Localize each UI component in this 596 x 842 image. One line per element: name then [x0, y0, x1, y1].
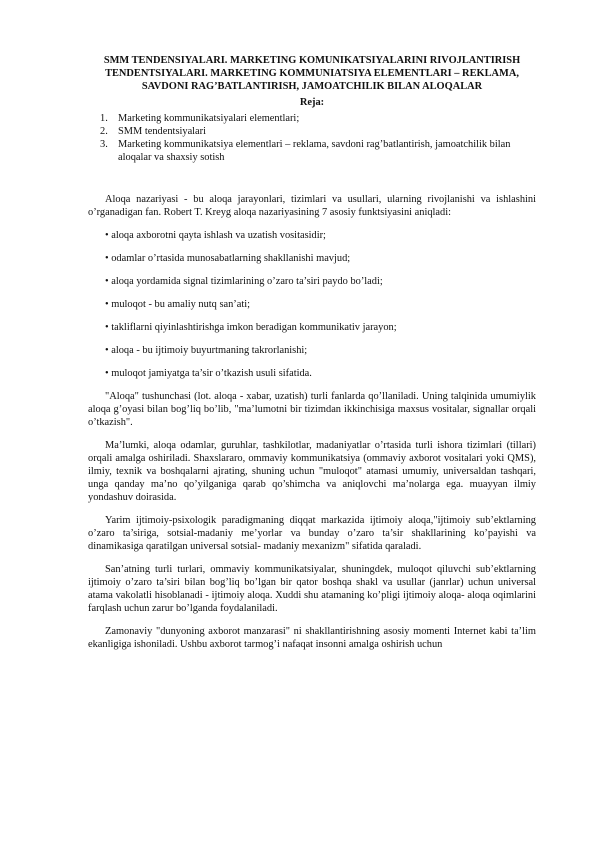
document-page: [88, 54, 536, 661]
plan-item-number: 2.: [100, 126, 108, 137]
plan-item-number: 1.: [100, 113, 108, 124]
function-item: • takliflarni qiyinlashtirishga imkon beradigan kommunikativ jarayon;: [105, 322, 397, 333]
function-item: • odamlar o’rtasida munosabatlarning shakllanishi mavjud;: [105, 253, 351, 264]
function-item: • aloqa axborotni qayta ishlash va uzatish vositasidir;: [105, 230, 326, 241]
plan-item-text: SMM tendentsiyalari: [118, 126, 207, 137]
document-title: SMM TENDENSIYALARI. MARKETING KOMUNIKATSIYALARINI RIVOJLANTIRISH TENDENTSIYALARI. MARKETING KOMMUNIATSIYA ELEMENTLARI – REKLAMA, SAVDONI RAG’BATLANTIRISH, JAMOATCHILIK BILAN ALOQALAR: [103, 55, 521, 92]
function-item: • aloqa - bu ijtimoiy buyurtmaning takrorlanishi;: [105, 345, 308, 356]
body-paragraph: Yarim ijtimoiy-psixologik paradigmaning diqqat markazida ijtimoiy aloqa,"ijtimoiy sub’ektlarning o’zaro ta’siriga, sotsial-madaniy me’yorlar va bunday o’zaro ta’sir shakllarining ko’payishi va dinamikasiga qaratilgan universal sotsial- madaniy mexanizm" sifatida qaraladi.: [88, 515, 536, 552]
function-item: • muloqot jamiyatga ta’sir o’tkazish usuli sifatida.: [105, 368, 312, 379]
plan-item: [88, 125, 536, 138]
plan-item: [88, 138, 536, 164]
body-paragraph: San’atning turli turlari, ommaviy kommunikatsiyalar, shuningdek, muloqot qiluvchi sub’ektlarning ijtimoiy o’zaro ta’siri bilan bog’liq bo’lgan bir qator boshqa shakl va usullar (janrlar) uchun universal atama vakolatli hisoblanadi - ijtimoiy aloqa. Xuddi shu atamaning ko’pligi ijtimoiy aloqa- aloqa oqimlarini farqlash uchun zarur bo’lganda foydalaniladi.: [88, 564, 536, 614]
plan-item-text: Marketing kommunikatsiyalari elementlari;: [118, 113, 300, 124]
plan-item: [88, 112, 536, 125]
plan-item-text: Marketing kommunikatsiya elementlari – reklama, savdoni rag’batlantirish, jamoatchilik bilan aloqalar va shaxsiy sotish: [118, 139, 511, 163]
plan-item-number: 3.: [100, 139, 108, 150]
intro-paragraph: Aloqa nazariyasi - bu aloqa jarayonlari, tizimlari va usullari, ularning rivojlanishi va ishlashini o’rganadigan fan. Robert T. Kreyg aloqa nazariyasining 7 asosiy funktsiyasini aniqladi:: [88, 194, 536, 218]
plan-heading: Reja:: [299, 97, 325, 108]
body-paragraph: Zamonaviy "dunyoning axborot manzarasi" ni shakllantirishning asosiy momenti Internet kabi ta’lim ekanligiga ishoniladi. Ushbu axborot tarmog’i nafaqat insonni amalga oshirish uchun: [88, 626, 536, 650]
body-paragraph: Ma’lumki, aloqa odamlar, guruhlar, tashkilotlar, madaniyatlar o’rtasida turli ishora tizimlari (tillari) orqali amalga oshiriladi. Shaxslararo, ommaviy kommunikatsiya (ommaviy axborot vositalari yoki QMS), ilmiy, texnik va boshqalarni ajrating, shuning uchun "muloqot" atamasi umumiy, universaldan tashqari, unga qanday ma’no qo’yilganiga qarab qo’shimcha va aniqlovchi ma’nolarga ega. muayyan ilmiy yondashuv doirasida.: [88, 440, 536, 503]
body-paragraph: "Aloqa" tushunchasi (lot. aloqa - xabar, uzatish) turli fanlarda qo’llaniladi. Uning talqinida umumiylik aloqa g’oyasi bilan bog’liq bo’lib, "ma’lumotni bir tizimdan ikkinchisiga maxsus vositalar, signallar orqali o’tkazish".: [88, 391, 536, 428]
section-spacer: [88, 164, 536, 193]
plan-list: [88, 112, 536, 164]
function-item: • aloqa yordamida signal tizimlarining o’zaro ta’siri paydo bo’ladi;: [105, 276, 383, 287]
function-item: • muloqot - bu amaliy nutq san’ati;: [105, 299, 251, 310]
